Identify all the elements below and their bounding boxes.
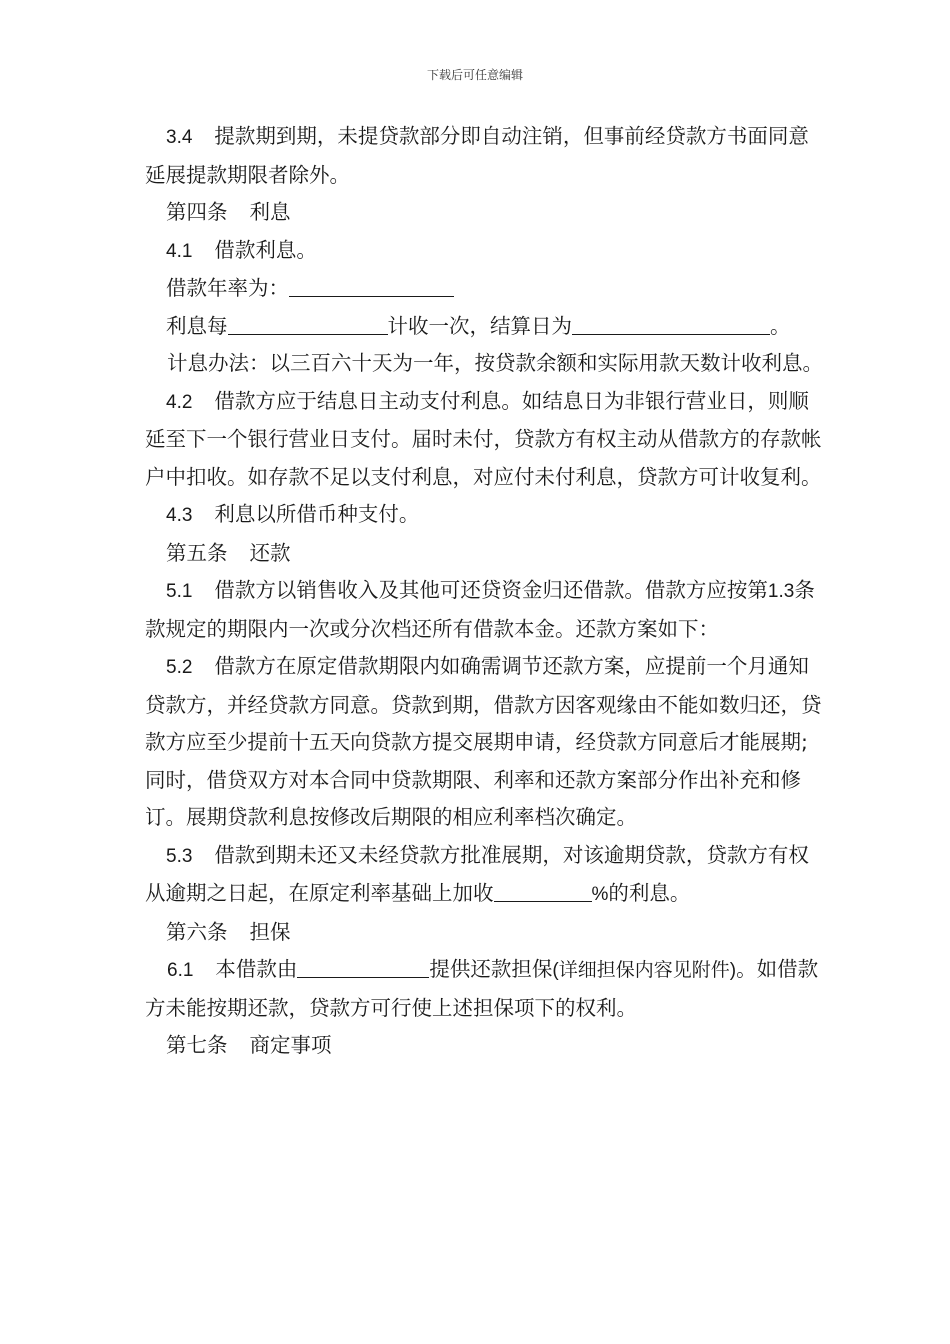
article-label: 第五条	[166, 540, 228, 565]
clause-text: 利息以所借币种支付。	[214, 502, 420, 526]
interest-calc-text-a: 利息每	[166, 313, 228, 338]
interest-method: 计息办法：以三百六十天为一年，按贷款余额和实际用款天数计收利息。	[167, 351, 823, 375]
article-label: 第七条	[166, 1033, 228, 1057]
clause-text: 借款利息。	[214, 237, 317, 262]
article-7-heading	[145, 1027, 825, 1065]
interest-period-blank[interactable]	[228, 312, 388, 335]
page-header: 下载后可任意编辑	[426, 68, 523, 82]
document-body	[145, 118, 825, 1065]
clause-5-3	[145, 837, 825, 914]
settlement-day-blank[interactable]	[572, 312, 770, 335]
guarantor-blank[interactable]	[297, 955, 429, 978]
clause-number: 5.1	[166, 581, 193, 602]
clause-text-b: 提供还款担保	[429, 957, 553, 981]
annual-rate-label: 借款年率为：	[166, 276, 289, 300]
clause-reference: 1.3	[767, 581, 795, 602]
article-title: 还款	[249, 540, 291, 565]
clause-number: 6.1	[167, 960, 194, 981]
clause-number: 3.4	[166, 127, 193, 148]
clause-number: 4.1	[166, 240, 193, 262]
clause-5-1	[145, 572, 825, 648]
clause-number: 4.3	[166, 505, 193, 526]
interest-calc-text-b: 计收一次，结算日为	[387, 313, 572, 338]
article-6-heading	[145, 914, 825, 952]
clause-text: 借款方应于结息日主动支付利息。如结息日为非银行营业日，则顺延至下一个银行营业日支付。届时未付，贷款方有权主动从借款方的存款帐户中扣收。如存款不足以支付利息，对应付未付利息，贷款方可计收复利。	[145, 388, 822, 489]
annual-rate-line	[145, 270, 825, 308]
article-label: 第四条	[166, 200, 228, 224]
clause-6-1	[145, 951, 825, 1027]
article-title: 担保	[249, 919, 291, 944]
clause-text: 提款期到期，未提贷款部分即自动注销，但事前经贷款方书面同意延展提款期限者除外。	[145, 124, 809, 187]
article-title: 商定事项	[249, 1033, 332, 1057]
clause-number: 5.3	[166, 845, 193, 867]
clause-number: 4.2	[166, 391, 193, 413]
article-5-heading	[145, 535, 825, 573]
clause-text: 借款方在原定借款期限内如确需调节还款方案，应提前一个月通知贷款方，并经贷款方同意。贷款到期，借款方因客观缘由不能如数归还，贷款方应至少提前十五天向贷款方提交展期申请，经贷款方同意后才能展期;同时，借贷双方对本合同中贷款期限、利率和还款方案部分作出补充和修订。展期贷款利息按修改后期限的相应利率档次确定。	[145, 654, 822, 829]
article-title: 利息	[249, 200, 291, 224]
clause-text-a: 借款方以销售收入及其他可还贷资金归还借款。借款方应按第	[214, 578, 768, 602]
clause-5-2	[145, 648, 825, 837]
clause-text-c: 。如借款方未能按期还款，贷款方可行使上述担保项下的权利。	[145, 957, 819, 1020]
clause-text-a: 借款到期未还又未经贷款方批准展期，对该逾期贷款，贷款方有权从逾期之日起，在原定利率基础上加收	[145, 842, 809, 905]
article-label: 第六条	[166, 919, 228, 944]
clause-4-3	[145, 496, 825, 535]
interest-calc-line	[145, 308, 825, 346]
clause-4-2	[145, 383, 825, 497]
article-4-heading	[145, 194, 825, 232]
extra-rate-blank[interactable]	[494, 879, 592, 902]
interest-calc-text-c: 。	[770, 313, 791, 338]
clause-parenthetical: (详细担保内容见附件)	[552, 960, 737, 981]
clause-text-b: 的利息。	[608, 881, 691, 905]
annual-rate-blank[interactable]	[289, 274, 454, 297]
clause-3-4	[145, 118, 825, 194]
clause-text-a: 本借款由	[215, 957, 298, 981]
clause-4-1	[145, 232, 825, 271]
clause-number: 5.2	[166, 657, 193, 678]
clause-text-b: 条款规定的期限内一次或分次档还所有借款本金。还款方案如下：	[145, 578, 815, 641]
percent-sign: %	[591, 884, 609, 905]
